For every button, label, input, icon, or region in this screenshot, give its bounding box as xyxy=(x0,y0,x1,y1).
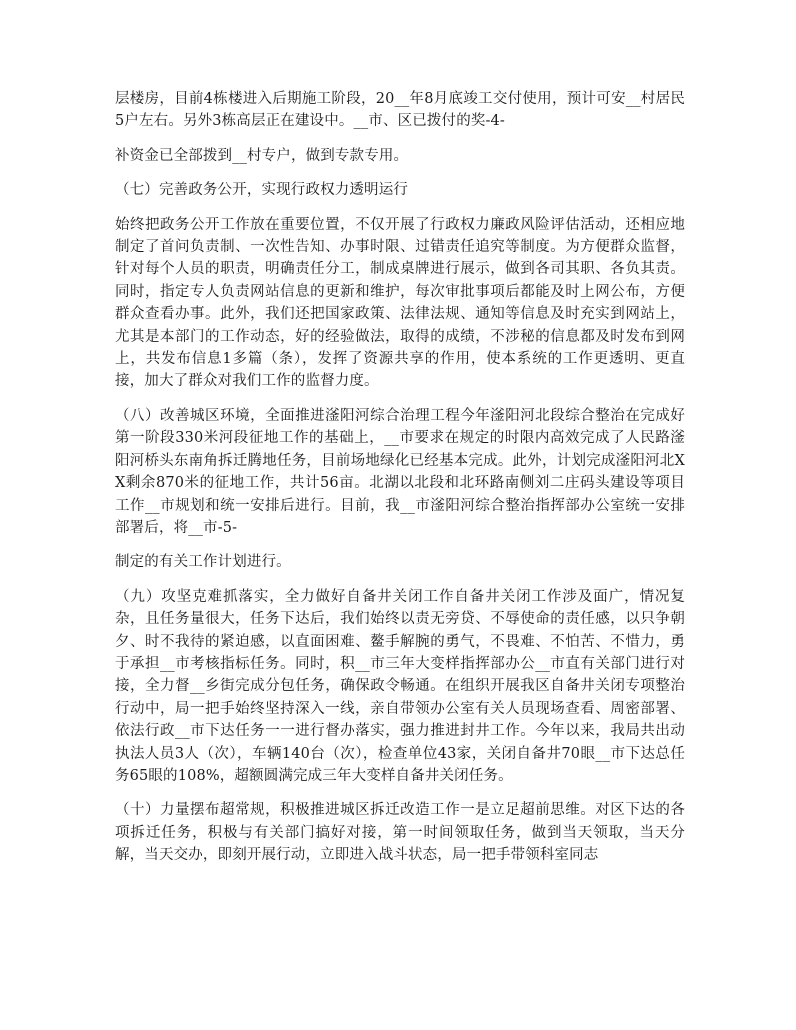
paragraph-section-10: （十）力量摆布超常规，积极推进城区拆迁改造工作一是立足超前思维。对区下达的各项拆迁任务，积极与有关部门搞好对接，第一时间领取任务，做到当天领取，当天分解，当天交办，即刻开展行动，立即进入战斗状态，局一把手带领科室同志 xyxy=(115,802,685,864)
paragraph-4: 制定的有关工作计划进行。 xyxy=(115,554,291,571)
section-heading-7: （七）完善政务公开，实现行政权力透明运行 xyxy=(115,182,408,199)
paragraph-3: 始终把政务公开工作放在重要位置，不仅开展了行政权力廉政风险评估活动，还相应地制定了首问负责制、一次性告知、办事时限、过错责任追究等制度。为方便群众监督，针对每个人员的职责，明确责任分工，制成桌牌进行展示，做到各司其职、各负其责。同时，指定专人负责网站信息的更新和维护，每次审批事项后都能及时上网公布，方便群众查看办事。此外，我们还把国家政策、法律法规、通知等信息及时充实到网站上，尤其是本部门的工作动态，好的经验做法，取得的成绩，不涉秘的信息都及时发布到网上，共发布信息1多篇（条），发挥了资源共享的作用，使本系统的工作更透明、更直接，加大了群众对我们工作的监督力度。 xyxy=(115,216,685,390)
paragraph-section-9: （九）攻坚克难抓落实，全力做好自备井关闭工作自备井关闭工作涉及面广，情况复杂，且任务量很大，任务下达后，我们始终以责无旁贷、不辱使命的责任感，以只争朝夕、时不我待的紧迫感，以直面困难、鳌手解腕的勇气，不畏难、不怕苦、不惜力，勇于承担__市考核指标任务。同时，积__市三年大变样指挥部办公__市直有关部门进行对接，全力督__乡街完成分包任务，确保政令畅通。在组织开展我区自备井关闭专项整治行动中，局一把手始终坚持深入一线，亲自带领办公室有关人员现场查看、周密部署、依法行政__市下达任务一一进行督办落实，强力推进封井工作。今年以来，我局共出动执法人员3人（次），车辆140台（次），检查单位43家，关闭自备井70眼__市下达总任务65眼的108%，超额圆满完成三年大变样自备井关闭任务。 xyxy=(115,588,685,784)
document-page xyxy=(115,88,685,867)
paragraph-2: 补资金已全部拨到__村专户，做到专款专用。 xyxy=(115,147,409,164)
paragraph-1: 层楼房，目前4栋楼进入后期施工阶段，20__年8月底竣工交付使用，预计可安__村居民5户左右。另外3栋高层正在建设中。__市、区已拨付的奖-4- xyxy=(115,91,685,130)
paragraph-section-8: （八）改善城区环境，全面推进滏阳河综合治理工程今年滏阳河北段综合整治在完成好第一阶段330米河段征地工作的基础上，__市要求在规定的时限内高效完成了人民路滏阳河桥头东南角拆迁腾地任务，目前场地绿化已经基本完成。此外，计划完成滏阳河北XX剩余870米的征地工作，共计56亩。北湖以北段和北环路南侧刘二庄码头建设等项目工作__市规划和统一安排后进行。目前，我__市滏阳河综合整治指挥部办公室统一安排部署后，将__市-5- xyxy=(115,407,685,536)
